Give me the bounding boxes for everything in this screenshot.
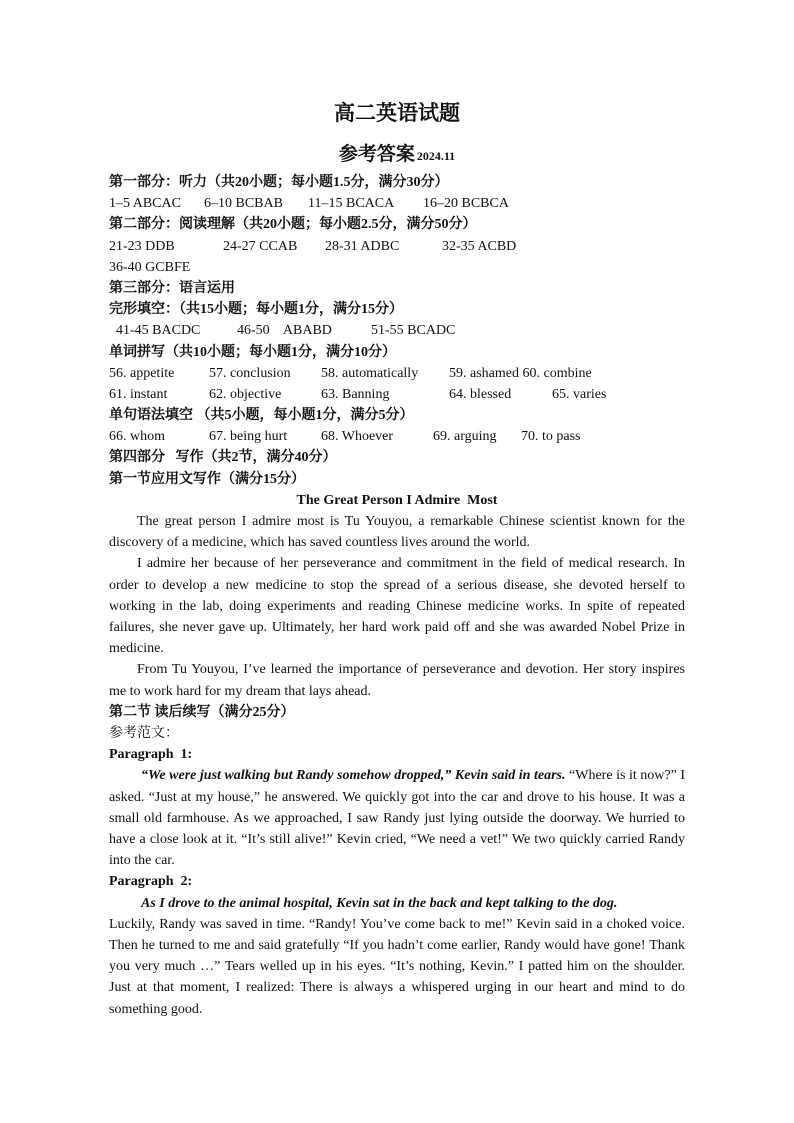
paragraph1-label: Paragraph 1: [109, 747, 193, 763]
answer-item: 56. appetite [109, 365, 175, 381]
grammar-answers [109, 426, 685, 447]
answer-group: 32-35 ACBD [442, 238, 517, 254]
part1-heading: 第一部分：听力（共20小题；每小题1.5分，满分30分） [109, 175, 449, 190]
spelling-heading: 单词拼写（共10小题；每小题1分，满分10分） [109, 344, 396, 360]
part1-answers [109, 193, 685, 214]
answer-item: 61. instant [109, 386, 168, 402]
spelling-row-1 [109, 363, 685, 384]
answer-group: 51-55 BCADC [371, 323, 456, 339]
answer-group: 21-23 DDB [109, 238, 175, 254]
answer-group: 11–15 BCACA [308, 196, 395, 212]
part2-heading: 第二部分：阅读理解（共20小题；每小题2.5分，满分50分） [109, 217, 477, 233]
answer-group: 1–5 ABCAC [109, 196, 181, 212]
answer-item: 70. to pass [521, 429, 581, 445]
continuation-paragraph-2-lead [109, 893, 685, 914]
answer-group: 28-31 ADBC [325, 238, 400, 254]
answer-item: 58. automatically [321, 365, 419, 381]
section1-heading: 第一节应用文写作（满分15分） [109, 471, 305, 487]
part3-heading: 第三部分：语言运用 [109, 280, 235, 296]
answer-item: 64. blessed [449, 386, 512, 402]
answer-group: 16–20 BCBCA [423, 196, 509, 212]
cloze-answers [109, 320, 685, 341]
answer-item: 59. ashamed 60. combine [449, 365, 592, 381]
continuation-paragraph-1 [109, 765, 685, 871]
answer-item: 68. Whoever [321, 429, 394, 445]
essay-title: The Great Person I Admire Most [296, 492, 498, 508]
essay-paragraph: From Tu Youyou, I’ve learned the importance of perseverance and devotion. Her story inspires me to work hard for my dream that lays ahead. [109, 662, 685, 699]
answer-group: 41-45 BACDC [116, 323, 201, 339]
answer-group: 46-50 ABABD [237, 323, 332, 339]
answer-sheet [109, 96, 685, 1020]
answer-item: 69. arguing [433, 429, 497, 445]
page-title: 高二英语试题 [334, 101, 460, 125]
section2-heading: 第二节 读后续写（满分25分） [109, 704, 295, 720]
grammar-heading: 单句语法填空 （共5小题，每小题1分，满分5分） [109, 408, 414, 424]
continuation-paragraph-2-body: Luckily, Randy was saved in time. “Randy! You’ve come back to me!” Kevin said in a choked voice. Then he turned to me and said gratefully “If you hadn’t come earlier, Randy would have gone! Thank you very much …” Tears welled up in his eyes. “It’s nothing, Kevin.” I patted him on the shoulder. Just at that moment, I realized: There is always a whispered urging in our heart and mind to do something good. [109, 916, 685, 1017]
exam-date: 2024.11 [416, 149, 456, 163]
sample-label: 参考范文： [109, 726, 179, 742]
answer-item: 62. objective [209, 386, 282, 402]
part2-answers-2: 36-40 GCBFE [109, 259, 191, 275]
answer-item: 66. whom [109, 429, 165, 445]
subtitle-text: 参考答案 [338, 144, 415, 165]
answer-group: 6–10 BCBAB [204, 196, 283, 212]
page-subtitle [109, 138, 685, 172]
paragraph1-body: “Where is it now?” I asked. “Just at my house,” he answered. We quickly got into the car and drove to his house. It was a small old farmhouse. As we approached, I saw Randy just lying outside the doorway. We hurried to have a close look at it. “It’s still alive!” Kevin cried, “We need a vet!” We two quickly carried Randy into the car. [109, 768, 685, 869]
part4-heading: 第四部分 写作（共2节，满分40分） [109, 450, 337, 466]
cloze-heading: 完形填空：（共15小题；每小题1分，满分15分） [109, 302, 403, 318]
answer-item: 63. Banning [321, 386, 390, 402]
paragraph1-lead: “We were just walking but Randy somehow dropped,” Kevin said in tears. [141, 768, 566, 784]
essay-paragraph: The great person I admire most is Tu Youyou, a remarkable Chinese scientist known for the discovery of a medicine, which has saved countless lives around the world. [109, 514, 685, 551]
part2-answers [109, 236, 685, 257]
answer-item: 67. being hurt [209, 429, 288, 445]
paragraph2-label: Paragraph 2: [109, 874, 193, 890]
paragraph2-lead: As I drove to the animal hospital, Kevin sat in the back and kept talking to the dog. [141, 895, 618, 911]
spelling-row-2 [109, 384, 685, 405]
answer-item: 65. varies [552, 386, 607, 402]
answer-item: 57. conclusion [209, 365, 291, 381]
essay-paragraph: I admire her because of her perseverance and commitment in the field of medical research. In order to develop a new medicine to stop the spread of a serious disease, she devoted herself to working in the lab, doing experiments and reading Chinese medicine works. In spite of repeated failures, she never gave up. Ultimately, her hard work paid off and she was awarded Nobel Prize in medicine. [109, 556, 685, 657]
answer-group: 24-27 CCAB [223, 238, 298, 254]
